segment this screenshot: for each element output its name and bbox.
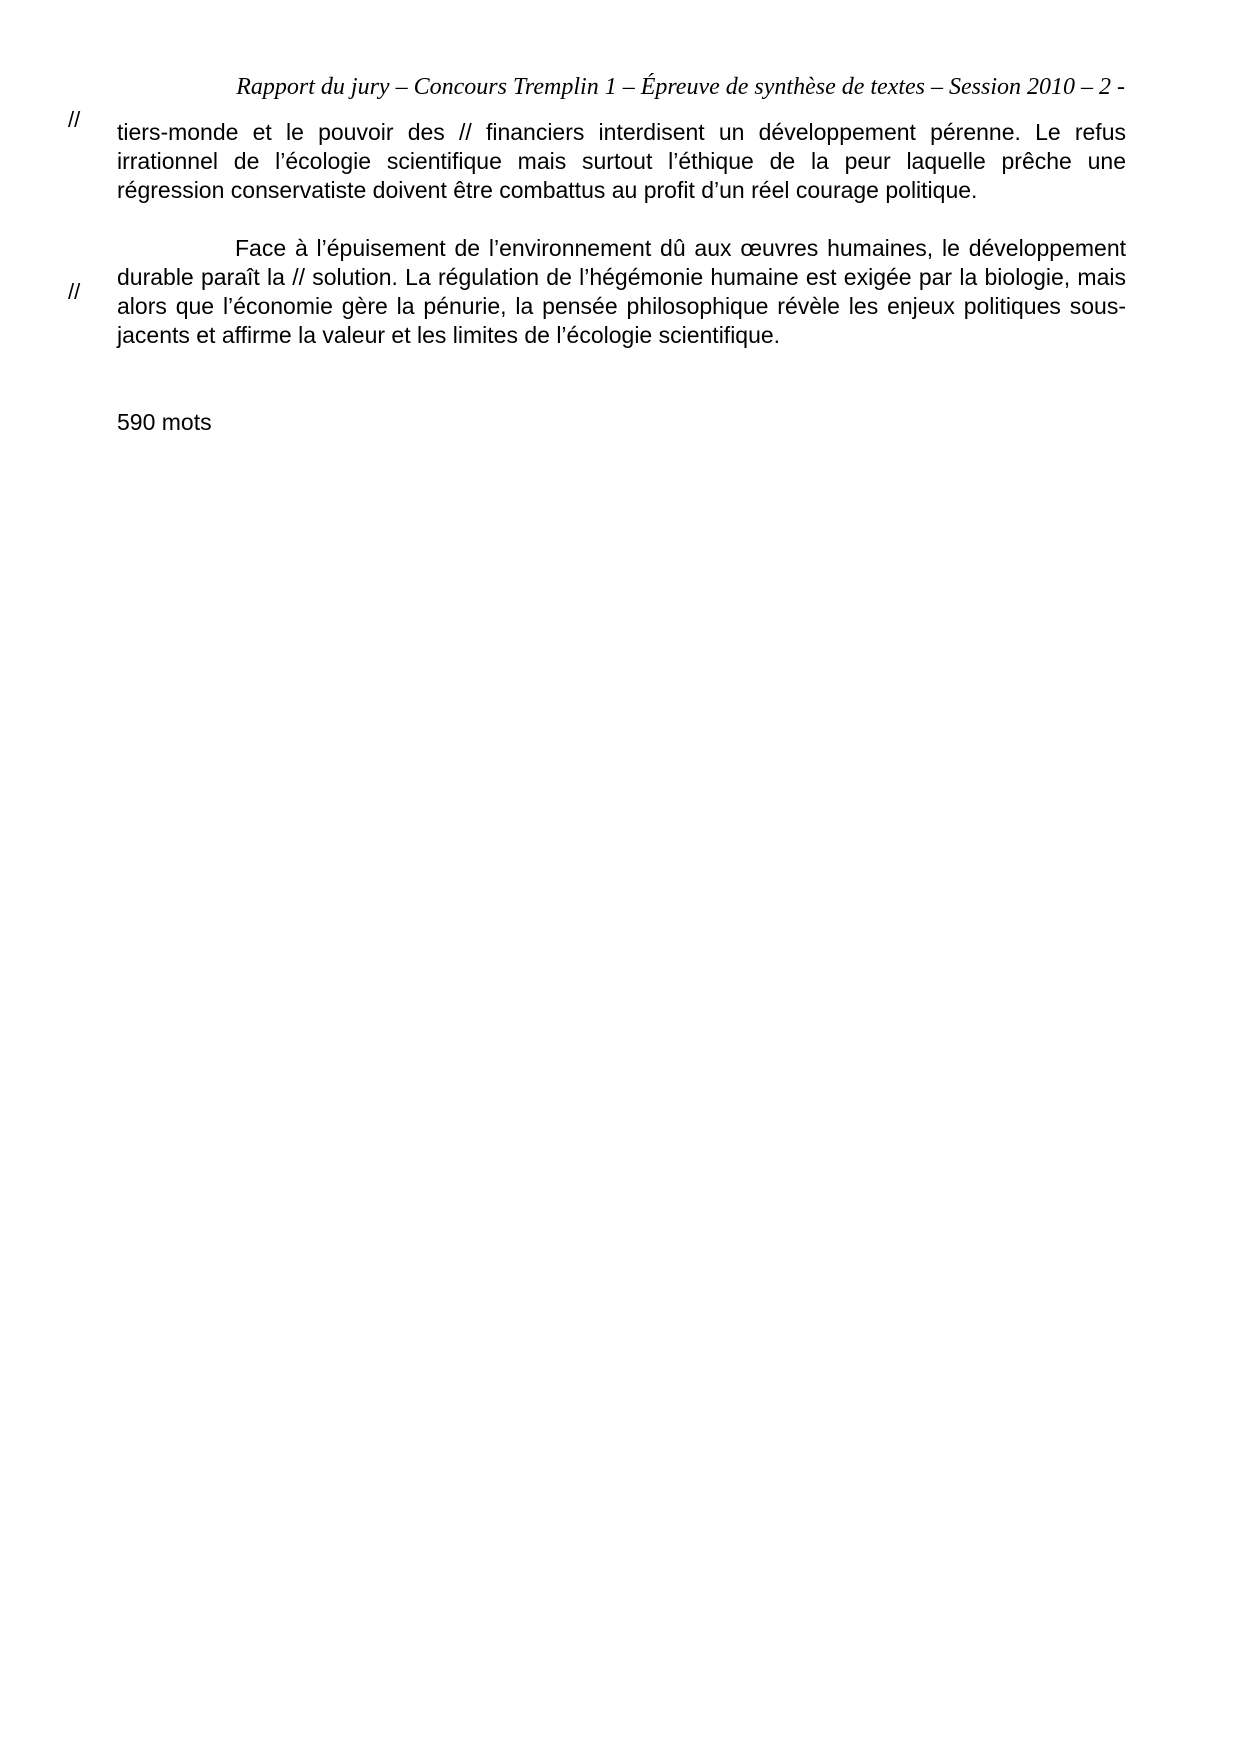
margin-mark-first: // (68, 107, 81, 132)
paragraph-first: tiers-monde et le pouvoir des // financiers interdisent un développement pérenne. Le refus irrationnel de l’écologie scientifique mais surtout l’éthique de la peur laquelle prêche une régression conservatiste doivent être combattus au profit d’un réel courage politique. (117, 119, 1126, 203)
word-count: 590 mots (117, 409, 212, 435)
running-header: Rapport du jury – Concours Tremplin 1 – Épreuve de synthèse de textes – Session 2010 – 2 - (236, 74, 1125, 100)
paragraph-second: Face à l’épuisement de l’environnement dû aux œuvres humaines, le développement durable paraît la // solution. La régulation de l’hégémonie humaine est exigée par la biologie, mais alors que l’économie gère la pénurie, la pensée philosophique révèle les enjeux politiques sous-jacents et affirme la valeur et les limites de l’écologie scientifique. (117, 235, 1126, 348)
margin-mark-second: // (68, 279, 81, 304)
